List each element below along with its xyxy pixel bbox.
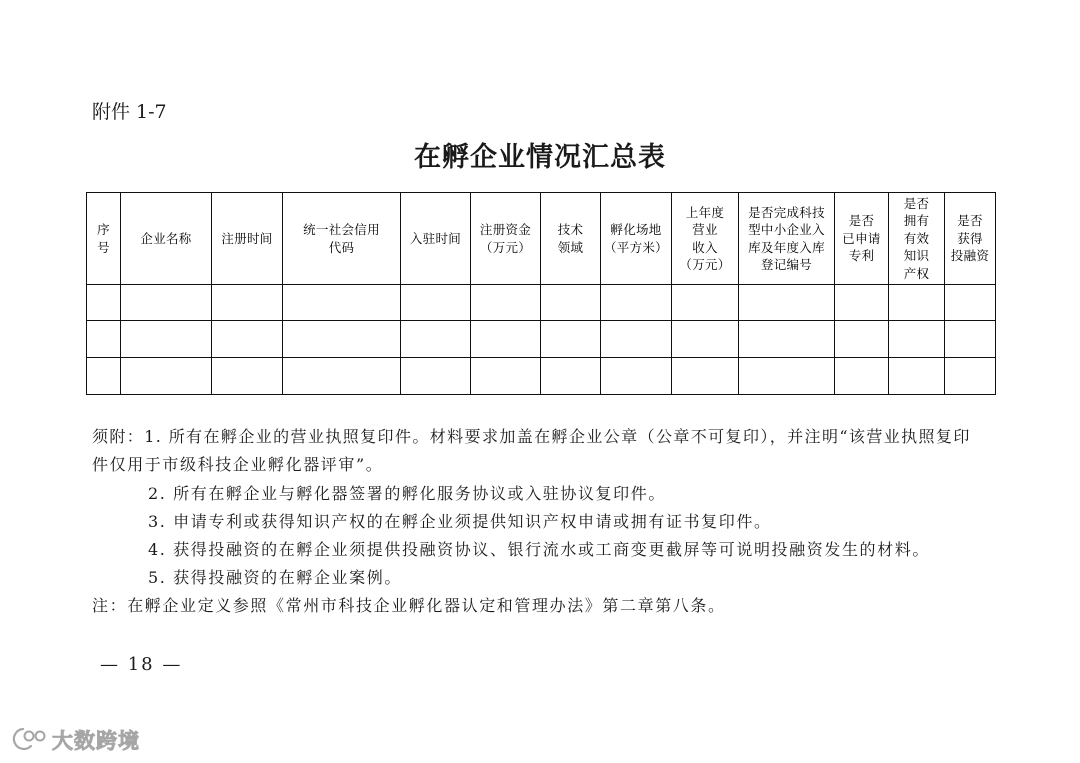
table-cell bbox=[601, 358, 672, 395]
header-text: 注册资金 bbox=[479, 222, 532, 237]
table-cell bbox=[739, 358, 835, 395]
header-text: 技术 bbox=[557, 222, 584, 237]
header-text: 投融资 bbox=[950, 248, 990, 264]
table-cell bbox=[87, 285, 121, 321]
header-text: 是否 bbox=[957, 213, 983, 229]
header-text: 企业名称 bbox=[140, 230, 192, 246]
header-text: 统一社会信用 bbox=[303, 222, 380, 237]
header-text: 号 bbox=[97, 239, 110, 255]
table-cell bbox=[835, 358, 889, 395]
header-text: 型中小企业入 bbox=[748, 222, 825, 237]
header-text: 序 bbox=[97, 222, 110, 237]
header-text: 登记编号 bbox=[760, 257, 813, 272]
table-cell bbox=[672, 358, 739, 395]
col-header-incubation-area bbox=[601, 193, 672, 285]
table-cell bbox=[541, 321, 601, 358]
table-cell bbox=[945, 321, 996, 358]
table-cell bbox=[541, 358, 601, 395]
col-header-valid-ip bbox=[889, 193, 945, 285]
table-cell bbox=[283, 285, 401, 321]
table-cell bbox=[471, 321, 541, 358]
header-text: 注册时间 bbox=[221, 230, 273, 246]
col-header-sme-registration bbox=[739, 193, 835, 285]
header-text: 产权 bbox=[903, 265, 930, 281]
header-text: 上年度 bbox=[685, 204, 725, 220]
header-text: 已申请 bbox=[842, 230, 881, 246]
table-row bbox=[87, 321, 996, 358]
header-text: 营业 bbox=[692, 222, 718, 237]
table-cell bbox=[739, 321, 835, 358]
note-line-5: 5. 获得投融资的在孵企业案例。 bbox=[148, 568, 402, 587]
col-header-serial-number bbox=[87, 193, 121, 285]
page-number: — 18 — bbox=[100, 654, 183, 675]
attachment-label: 附件 1-7 bbox=[92, 101, 167, 123]
header-text: 有效 bbox=[903, 230, 930, 246]
table-cell bbox=[672, 285, 739, 321]
header-text: （万元） bbox=[679, 257, 731, 272]
table-cell bbox=[471, 285, 541, 321]
header-text: （万元） bbox=[479, 239, 532, 255]
col-header-financing bbox=[945, 193, 996, 285]
note-line-4: 4. 获得投融资的在孵企业须提供投融资协议、银行流水或工商变更截屏等可说明投融资发生的材料。 bbox=[148, 540, 930, 559]
table-cell bbox=[212, 285, 283, 321]
table-cell bbox=[401, 321, 471, 358]
table-cell bbox=[401, 285, 471, 321]
table-cell bbox=[121, 321, 212, 358]
table-cell bbox=[471, 358, 541, 395]
table-cell bbox=[212, 321, 283, 358]
col-header-last-year-revenue bbox=[672, 193, 739, 285]
footnote: 注：在孵企业定义参照《常州市科技企业孵化器认定和管理办法》第二章第八条。 bbox=[92, 596, 726, 615]
table-row bbox=[87, 285, 996, 321]
table-header-row bbox=[87, 193, 996, 285]
table-cell bbox=[601, 321, 672, 358]
table-row bbox=[87, 358, 996, 395]
header-text: 是否 bbox=[903, 195, 930, 211]
header-text: 领域 bbox=[557, 239, 584, 255]
table-cell bbox=[889, 321, 945, 358]
note-line-3: 3. 申请专利或获得知识产权的在孵企业须提供知识产权申请或拥有证书复印件。 bbox=[148, 512, 772, 531]
incubated-enterprise-summary-table bbox=[86, 192, 996, 395]
header-text: 是否 bbox=[848, 213, 875, 229]
header-text: 库及年度入库 bbox=[748, 239, 825, 255]
table-cell bbox=[889, 285, 945, 321]
header-text: 入驻时间 bbox=[409, 230, 462, 246]
col-header-registered-capital bbox=[471, 193, 541, 285]
col-header-tech-field bbox=[541, 193, 601, 285]
table-cell bbox=[283, 358, 401, 395]
header-text: 代码 bbox=[328, 239, 355, 255]
table-cell bbox=[945, 285, 996, 321]
table-cell bbox=[87, 321, 121, 358]
header-text: （平方米） bbox=[603, 239, 668, 255]
col-header-registration-date bbox=[212, 193, 283, 285]
header-text: 知识 bbox=[903, 248, 930, 264]
table-cell bbox=[601, 285, 672, 321]
col-header-credit-code bbox=[283, 193, 401, 285]
watermark-text: 大数跨境 bbox=[52, 729, 140, 753]
header-text: 获得 bbox=[957, 230, 983, 246]
header-text: 是否完成科技 bbox=[748, 204, 825, 220]
table-cell bbox=[889, 358, 945, 395]
header-text: 孵化场地 bbox=[610, 222, 662, 237]
table-cell bbox=[739, 285, 835, 321]
table-cell bbox=[212, 358, 283, 395]
note-line-2: 2. 所有在孵企业与孵化器签署的孵化服务协议或入驻协议复印件。 bbox=[148, 484, 666, 503]
col-header-company-name bbox=[121, 193, 212, 285]
watermark bbox=[8, 726, 140, 756]
note-line-1: 须附：1. 所有在孵企业的营业执照复印件。材料要求加盖在孵企业公章（公章不可复印），并注明“该营业执照复印 bbox=[92, 427, 971, 446]
table-cell bbox=[835, 285, 889, 321]
table-cell bbox=[541, 285, 601, 321]
table-cell bbox=[672, 321, 739, 358]
header-text: 收入 bbox=[692, 239, 718, 255]
table-cell bbox=[283, 321, 401, 358]
header-text: 拥有 bbox=[903, 213, 930, 229]
header-text: 专利 bbox=[848, 248, 875, 264]
col-header-move-in-date bbox=[401, 193, 471, 285]
table-cell bbox=[401, 358, 471, 395]
document-title: 在孵企业情况汇总表 bbox=[414, 142, 666, 173]
table-cell bbox=[121, 358, 212, 395]
watermark-logo-icon bbox=[8, 725, 48, 757]
note-line-1-continued: 件仅用于市级科技企业孵化器评审”。 bbox=[92, 455, 384, 474]
table-cell bbox=[835, 321, 889, 358]
table-cell bbox=[945, 358, 996, 395]
table-cell bbox=[121, 285, 212, 321]
col-header-patent-applied bbox=[835, 193, 889, 285]
table-cell bbox=[87, 358, 121, 395]
